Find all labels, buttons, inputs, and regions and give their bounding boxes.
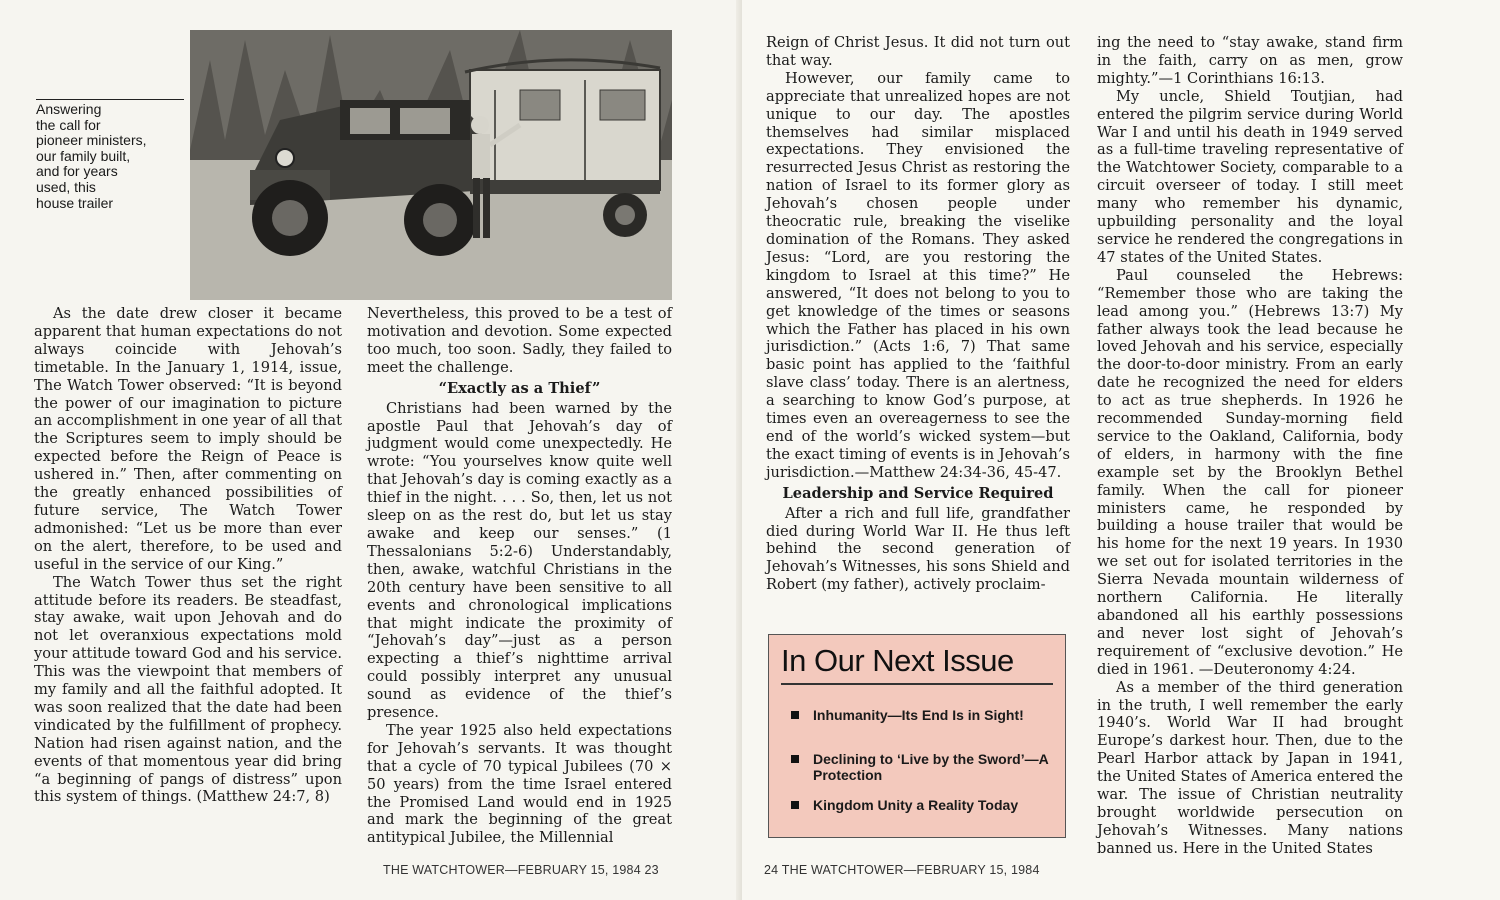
page-footer-24: 24 THE WATCHTOWER—FEBRUARY 15, 1984 [764,863,1040,877]
paragraph: Nevertheless, this proved to be a test of motivation and devotion. Some expected too much, too soon. Sadly, they failed to meet the challenge. [367,305,672,376]
next-issue-item [791,797,1051,813]
next-issue-item-text: Declining to ‘Live by the Sword’—A Protection [813,751,1049,783]
paragraph: Paul counseled the Hebrews: “Remember those who are taking the lead among you.” (Hebrews 13:7) My father always took the lead because he loved Jehovah and his service, especially the door-to-door ministry. From an early date he recognized the need for elders to act as true shepherds. In 1926 he recommended Sunday-morning field service to the Oakland, California, body of elders, in harmony with the fine example set by the Brooklyn Bethel family. When the call for pioneer ministers came, he responded by building a house trailer that would be his home for the next 19 years. In 1930 we set out for isolated territories in the Sierra Nevada mountain wilderness of northern California. He literally abandoned all his earthly possessions and never lost sight of Jehovah’s requirement of “exclusive devotion.” He died in 1961. —Deuteronomy 4:24. [1097,266,1403,678]
left-page [0,0,742,900]
caption-line: our family built, [36,147,131,164]
caption-line: house trailer [36,194,114,211]
paragraph: My uncle, Shield Toutjian, had entered the pilgrim service during World War I and until his death in 1949 served as a full-time traveling representative of the Watchtower Society, comparable to a circuit overseer of today. I still meet many who remember his dynamic, upbuilding personality and the loyal service he rendered the congregations in 47 states of the United States. [1097,87,1403,266]
divider [781,683,1053,685]
square-bullet-icon [791,801,799,809]
paragraph: As a member of the third generation in the truth, I well remember the early 1940’s. World War II had brought Europe’s darkest hour. Then, due to the Pearl Harbor attack by Japan in 1941, the United States of America entered the war. The issue of Christian neutrality brought worldwide persecution on Jehovah’s Witnesses. Many nations banned us. Here in the United States [1097,678,1403,857]
square-bullet-icon [791,711,799,719]
paragraph: After a rich and full life, grandfather died during World War II. He thus left behind the second generation of Jehovah’s Witnesses, his sons Shield and Robert (my father), actively proclaim- [766,504,1070,594]
paragraph: Reign of Christ Jesus. It did not turn out that way. [766,34,1070,69]
paragraph: ing the need to “stay awake, stand firm in the faith, carry on as men, grow mighty.”—1 Corinthians 16:13. [1097,34,1403,87]
caption-line: Answering [36,101,102,117]
caption-line: pioneer ministers, [36,132,147,149]
paragraph: As the date drew closer it became apparent that human expectations do not always coincide with Jehovah’s timetable. In the January 1, 1914, issue, The Watch Tower observed: “It is beyond the power of our imagination to picture an accomplishment in one year of all that the Scriptures seem to imply should be expected before the Reign of Peace is ushered in.” Then, after commenting on the greatly enhanced possibilities of future service, The Watch Tower admonished: “Let us be more than ever on the alert, therefore, to be used and useful in the service of our King.” [34,305,342,573]
article-column-1 [34,305,342,806]
next-issue-item [791,751,1051,783]
house-trailer-photo [190,30,672,300]
paragraph: However, our family came to appreciate that unrealized hopes are not unique to our day. The apostles themselves had similar misplaced expectations. They envisioned the resurrected Jesus Christ as restoring the nation of Israel to its former glory as Jehovah’s chosen people under theocratic rule, breaking the viselike domination of the Romans. They asked Jesus: “Lord, are you restoring the kingdom to Israel at this time?” He answered, “It does not belong to you to get knowledge of the times or seasons which the Father has placed in his own jurisdiction.” (Acts 1:6, 7) That same basic point has applied to the ‘faithful slave class’ today. There is an alertness, a searching to know God’s purpose, at times even an overeagerness to see the end of the world’s wicked system—but the exact timing of events is in Jehovah’s jurisdiction.—Matthew 24:34-36, 45-47. [766,69,1070,481]
next-issue-item [791,707,1051,723]
next-issue-title: In Our Next Issue [781,643,1014,678]
paragraph: The year 1925 also held expectations for Jehovah’s servants. It was thought that a cycle of 70 typical Jubilees (70 × 50 years) from the time Israel entered the Promised Land would end in 1925 and mark the beginning of the great antitypical Jubilee, the Millennial [367,721,672,847]
article-column-3 [766,34,1070,594]
caption-line: and for years [36,163,118,180]
article-column-4 [1097,34,1403,858]
photo-caption [36,99,184,211]
section-heading: “Exactly as a Thief” [438,379,601,397]
next-issue-item-text: Inhumanity—Its End Is in Sight! [813,707,1024,723]
section-heading: Leadership and Service Required [782,484,1054,502]
caption-line: the call for [36,116,101,133]
next-issue-box [768,634,1066,838]
paragraph: The Watch Tower thus set the right attitude before its readers. Be steadfast, stay awake, wait upon Jehovah and do not let overanxious expectations mold your attitude toward God and his service. This was the viewpoint that members of my family and all the faithful adopted. It was soon realized that the date had been vindicated by the fulfillment of prophecy. Nation had risen against nation, and the events of that momentous year did bring “a beginning of pangs of distress” upon this system of things. (Matthew 24:7, 8) [34,573,342,806]
photo-illustration [190,30,672,300]
next-issue-item-text: Kingdom Unity a Reality Today [813,797,1019,813]
page-footer-23: THE WATCHTOWER—FEBRUARY 15, 1984 23 [383,863,659,877]
caption-line: used, this [36,178,96,195]
square-bullet-icon [791,755,799,763]
paragraph: Christians had been warned by the apostle Paul that Jehovah’s day of judgment would come unexpectedly. He wrote: “You yourselves know quite well that Jehovah’s day is coming exactly as a thief in the night. . . . So, then, let us not sleep on as the rest do, but let us stay awake and keep our senses.” (1 Thessalonians 5:2-6) Understandably, then, awake, watchful Christians in the 20th century have been sensitive to all events and chronological implications that might indicate the proximity of “Jehovah’s day”—just as a person expecting a thief’s nighttime arrival could possibly interpret any unusual sound as evidence of the thief’s presence. [367,399,672,722]
article-column-2 [367,305,672,847]
